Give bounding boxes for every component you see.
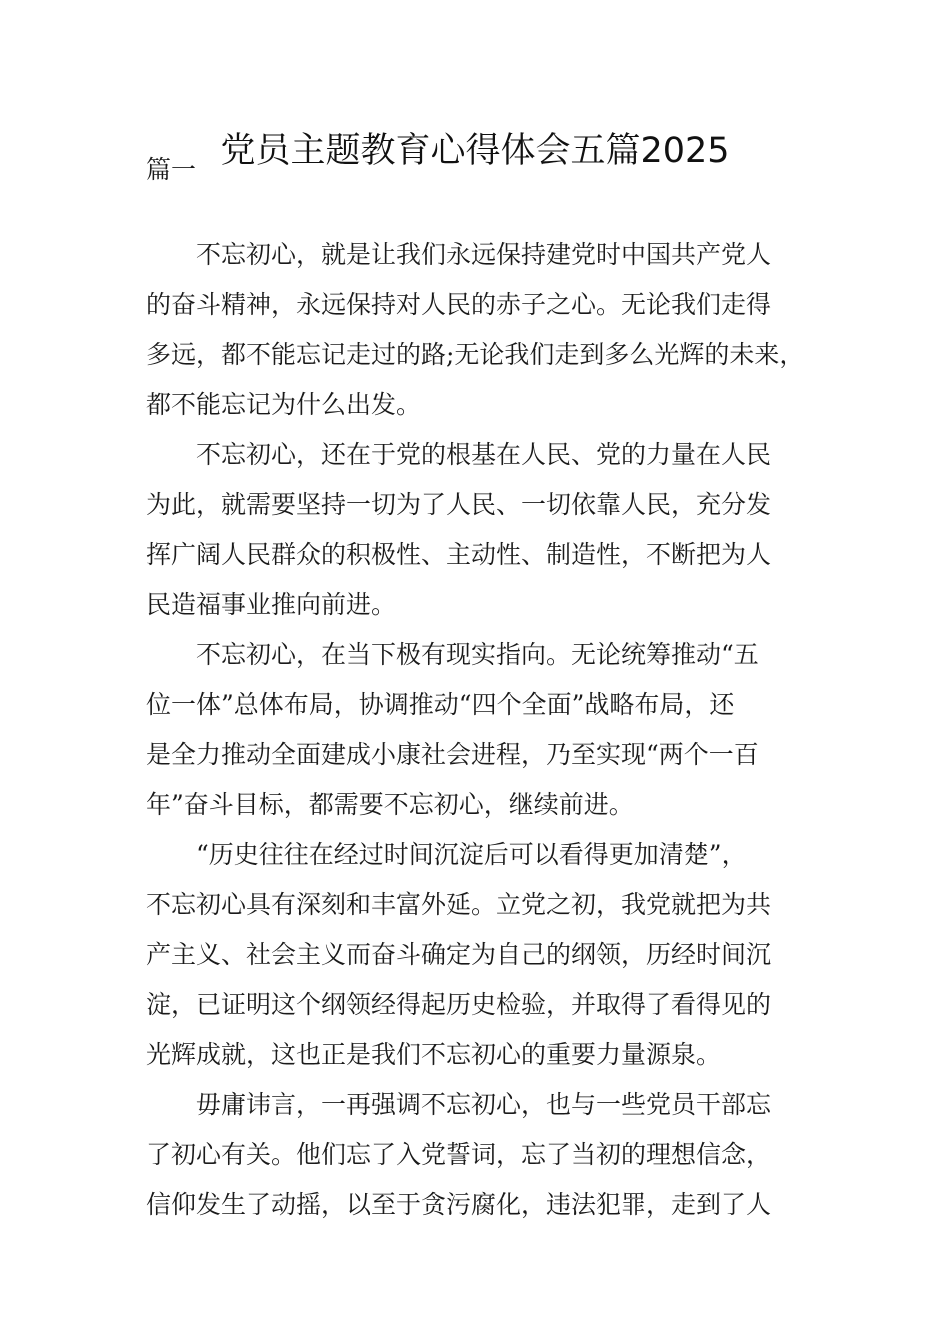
- paragraph-line: 了初心有关。他们忘了入党誓词，忘了当初的理想信念，: [146, 1140, 772, 1169]
- paragraph-line: 的奋斗精神，永远保持对人民的赤子之心。无论我们走得: [146, 290, 772, 319]
- paragraph-line: 产主义、社会主义而奋斗确定为自己的纲领，历经时间沉: [146, 940, 772, 969]
- paragraph-line: 为此，就需要坚持一切为了人民、一切依靠人民，充分发: [146, 490, 772, 519]
- paragraph-line: 不忘初心，就是让我们永远保持建党时中国共产党人: [196, 240, 772, 269]
- paragraph-line: 不忘初心具有深刻和丰富外延。立党之初，我党就把为共: [146, 890, 772, 919]
- paragraph-line: 不忘初心，在当下极有现实指向。无论统筹推动“五: [196, 640, 759, 669]
- paragraph-1: [146, 230, 826, 430]
- paragraph-3: [146, 630, 826, 830]
- paragraph-line: 位一体”总体布局，协调推动“四个全面”战略布局，还: [146, 690, 735, 719]
- paragraph-line: 多远，都不能忘记走过的路;无论我们走到多么光辉的未来，: [146, 340, 805, 369]
- paragraph-line: 淀，已证明这个纲领经得起历史检验，并取得了看得见的: [146, 990, 772, 1019]
- document-title: 党员主题教育心得体会五篇2025: [220, 131, 730, 171]
- paragraph-5: [146, 1080, 826, 1230]
- paragraph-line: 不忘初心，还在于党的根基在人民、党的力量在人民: [196, 440, 772, 469]
- paragraph-line: “历史往往在经过时间沉淀后可以看得更加清楚”，: [196, 840, 747, 869]
- paragraph-line: 是全力推动全面建成小康社会进程，乃至实现“两个一百: [146, 740, 759, 769]
- paragraph-line: 民造福事业推向前进。: [146, 590, 397, 619]
- paragraph-4: [146, 830, 826, 1080]
- paragraph-line: 信仰发生了动摇，以至于贪污腐化，违法犯罪，走到了人: [146, 1190, 772, 1219]
- paragraph-line: 光辉成就，这也正是我们不忘初心的重要力量源泉。: [146, 1040, 722, 1069]
- paragraph-line: 年”奋斗目标，都需要不忘初心，继续前进。: [146, 790, 634, 819]
- paragraph-2: [146, 430, 826, 630]
- paragraph-line: 毋庸讳言，一再强调不忘初心，也与一些党员干部忘: [196, 1090, 772, 1119]
- paragraph-line: 挥广阔人民群众的积极性、主动性、制造性，不断把为人: [146, 540, 772, 569]
- section-label: 篇一: [146, 155, 197, 184]
- paragraph-line: 都不能忘记为什么出发。: [146, 390, 422, 419]
- document-body: [146, 152, 826, 1230]
